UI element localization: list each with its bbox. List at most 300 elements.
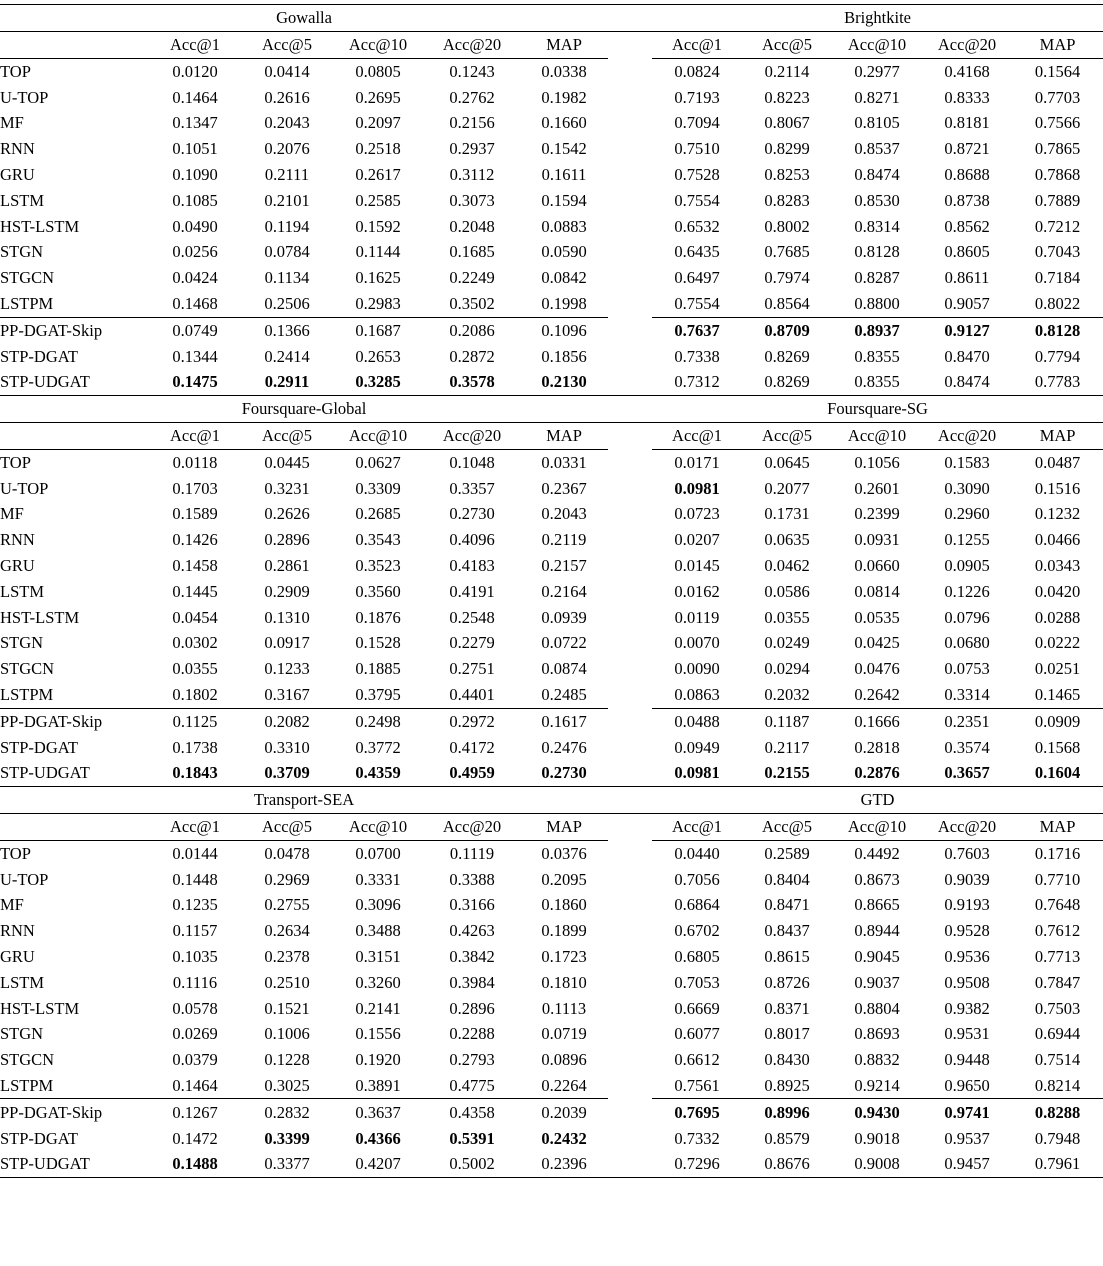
metric-cell: 0.0796	[944, 607, 990, 627]
metric-cell: 0.3073	[449, 190, 495, 210]
metric-cell: 0.2155	[764, 763, 810, 783]
metric-cell: 0.0981	[674, 478, 720, 498]
metric-cell: 0.1660	[541, 113, 587, 133]
table-row	[0, 110, 1103, 136]
row-label: U-TOP	[0, 869, 49, 889]
metric-cell: 0.1731	[764, 504, 810, 524]
metric-cell: 0.9528	[944, 921, 990, 941]
metric-cell: 0.8271	[854, 87, 900, 107]
metric-cell: 0.1048	[449, 452, 495, 472]
metric-cell: 0.2685	[355, 504, 401, 524]
metric-cell: 0.0949	[674, 737, 720, 757]
metric-cell: 0.9193	[944, 895, 990, 915]
metric-cell: 0.2498	[332, 708, 424, 734]
column-header: Acc@1	[148, 813, 242, 840]
metric-cell: 0.2626	[264, 504, 310, 524]
metric-cell: 0.2032	[764, 684, 810, 704]
metric-cell: 0.1920	[355, 1050, 401, 1070]
metric-cell: 0.8181	[944, 113, 990, 133]
metric-cell: 0.3709	[264, 763, 310, 783]
metric-cell: 0.4492	[854, 843, 900, 863]
metric-cell: 0.8283	[764, 190, 810, 210]
metric-cell: 0.1458	[172, 555, 218, 575]
metric-cell: 0.1592	[355, 216, 401, 236]
column-gap	[608, 5, 652, 32]
table-row	[0, 317, 1103, 343]
row-label: STGCN	[0, 268, 55, 288]
results-section-0	[0, 4, 1103, 395]
metric-cell: 0.6077	[674, 1024, 720, 1044]
metric-cell: 0.7865	[1034, 139, 1081, 159]
metric-cell: 0.7703	[1034, 87, 1081, 107]
metric-cell: 0.2832	[242, 1099, 332, 1125]
metric-cell: 0.2476	[541, 737, 587, 757]
metric-cell: 0.8665	[854, 895, 900, 915]
metric-cell: 0.9650	[944, 1075, 990, 1095]
metric-cell: 0.0863	[674, 684, 720, 704]
metric-cell: 0.8371	[764, 998, 810, 1018]
table-row	[0, 1047, 1103, 1073]
metric-cell: 0.2130	[541, 372, 587, 392]
row-label: STP-UDGAT	[0, 1154, 90, 1174]
table-row	[0, 579, 1103, 605]
metric-cell: 0.1465	[1034, 684, 1081, 704]
metric-cell: 0.8299	[764, 139, 810, 159]
row-label: STGN	[0, 242, 44, 262]
metric-cell: 0.2101	[264, 190, 310, 210]
metric-cell: 0.1310	[264, 607, 310, 627]
metric-cell: 0.0256	[172, 242, 218, 262]
metric-cell: 0.7713	[1034, 946, 1081, 966]
metric-cell: 0.1856	[541, 346, 587, 366]
metric-cell: 0.3399	[264, 1128, 310, 1148]
metric-cell: 0.0660	[854, 555, 900, 575]
metric-cell: 0.8530	[854, 190, 900, 210]
metric-cell: 0.2762	[449, 87, 495, 107]
row-label: HST-LSTM	[0, 216, 80, 236]
row-label: LSTM	[0, 190, 45, 210]
metric-cell: 0.2969	[264, 869, 310, 889]
row-label: HST-LSTM	[0, 607, 80, 627]
results-section-2	[0, 786, 1103, 1177]
metric-cell: 0.4263	[449, 921, 495, 941]
metric-cell: 0.1568	[1034, 737, 1081, 757]
metric-cell: 0.1982	[541, 87, 587, 107]
column-header: Acc@1	[652, 422, 742, 449]
metric-cell: 0.3578	[449, 372, 495, 392]
metric-cell: 0.8355	[854, 346, 900, 366]
column-gap	[608, 475, 652, 501]
metric-cell: 0.0171	[674, 452, 720, 472]
metric-cell: 0.0476	[854, 659, 900, 679]
column-gap	[608, 317, 652, 343]
table-row	[0, 213, 1103, 239]
metric-cell: 0.4959	[449, 763, 495, 783]
metric-cell: 0.2141	[355, 998, 401, 1018]
metric-cell: 0.0883	[541, 216, 587, 236]
column-gap	[608, 579, 652, 605]
column-header: Acc@5	[242, 813, 332, 840]
row-label: HST-LSTM	[0, 998, 80, 1018]
metric-cell: 0.8128	[854, 242, 900, 262]
metric-cell: 0.2589	[764, 843, 810, 863]
dataset-title-left: Gowalla	[0, 5, 608, 32]
metric-cell: 0.7332	[674, 1128, 720, 1148]
column-gap	[608, 918, 652, 944]
metric-cell: 0.3842	[449, 946, 495, 966]
metric-cell: 0.2043	[264, 113, 310, 133]
metric-cell: 0.8105	[854, 113, 900, 133]
metric-cell: 0.1116	[172, 972, 218, 992]
metric-cell: 0.2156	[449, 113, 495, 133]
column-header: Acc@5	[742, 31, 832, 58]
column-gap	[608, 604, 652, 630]
column-header: MAP	[1012, 422, 1103, 449]
metric-cell: 0.9457	[944, 1154, 990, 1174]
metric-cell: 0.8437	[764, 921, 810, 941]
metric-cell: 0.2086	[424, 317, 520, 343]
metric-cell: 0.8564	[764, 294, 810, 313]
row-label: PP-DGAT-Skip	[0, 317, 148, 343]
table-row	[0, 369, 1103, 395]
metric-cell: 0.8688	[944, 165, 990, 185]
metric-cell: 0.8017	[764, 1024, 810, 1044]
metric-cell: 0.1134	[264, 268, 310, 288]
column-header: Acc@20	[922, 813, 1012, 840]
metric-cell: 0.0931	[854, 530, 900, 550]
column-header: Acc@10	[832, 31, 922, 58]
metric-cell: 0.7974	[764, 268, 810, 288]
dataset-title-right: Foursquare-SG	[652, 395, 1103, 422]
metric-cell: 0.9430	[832, 1099, 922, 1125]
metric-cell: 0.0842	[541, 268, 587, 288]
metric-cell: 0.1516	[1034, 478, 1081, 498]
metric-cell: 0.2157	[541, 555, 587, 575]
metric-cell: 0.0343	[1034, 555, 1081, 575]
metric-cell: 0.7053	[674, 972, 720, 992]
metric-cell: 0.0981	[674, 763, 720, 783]
metric-cell: 0.1738	[172, 737, 218, 757]
metric-cell: 0.1472	[172, 1128, 218, 1148]
metric-cell: 0.8925	[764, 1075, 810, 1095]
metric-cell: 0.1876	[355, 607, 401, 627]
metric-cell: 0.1810	[541, 972, 587, 992]
metric-cell: 0.2039	[520, 1099, 608, 1125]
metric-cell: 0.9214	[854, 1075, 900, 1095]
metric-cell: 0.2432	[541, 1128, 587, 1148]
metric-cell: 0.0269	[172, 1024, 218, 1044]
table-row	[0, 995, 1103, 1021]
metric-cell: 0.2510	[264, 972, 310, 992]
metric-cell: 0.9018	[854, 1128, 900, 1148]
metric-cell: 0.4366	[355, 1128, 401, 1148]
metric-cell: 0.8611	[944, 268, 990, 288]
metric-cell: 0.1583	[944, 452, 990, 472]
table-row	[0, 1125, 1103, 1151]
results-table-transport-sea-gtd	[0, 786, 1103, 1177]
metric-cell: 0.0288	[1034, 607, 1081, 627]
row-label: MF	[0, 113, 24, 133]
metric-cell: 0.7783	[1034, 372, 1081, 392]
table-row	[0, 682, 1103, 708]
metric-cell: 0.9045	[854, 946, 900, 966]
metric-cell: 0.3357	[449, 478, 495, 498]
metric-cell: 0.3309	[355, 478, 401, 498]
metric-cell: 0.0535	[854, 607, 900, 627]
metric-cell: 0.9531	[944, 1024, 990, 1044]
table-row	[0, 527, 1103, 553]
metric-cell: 0.4183	[449, 555, 495, 575]
metric-cell: 0.8726	[764, 972, 810, 992]
metric-cell: 0.6612	[674, 1050, 720, 1070]
metric-cell: 0.0466	[1034, 530, 1081, 550]
metric-cell: 0.0414	[264, 61, 310, 81]
metric-cell: 0.1703	[172, 478, 218, 498]
row-label: RNN	[0, 921, 35, 941]
metric-cell: 0.1998	[541, 294, 587, 313]
metric-cell: 0.7612	[1034, 921, 1081, 941]
metric-cell: 0.2485	[541, 684, 587, 704]
column-gap	[608, 291, 652, 317]
metric-cell: 0.6435	[674, 242, 720, 262]
metric-cell: 0.2043	[541, 504, 587, 524]
column-header: Acc@20	[922, 422, 1012, 449]
metric-cell: 0.9508	[944, 972, 990, 992]
column-gap	[608, 1021, 652, 1047]
row-label-header	[0, 31, 148, 58]
column-header: Acc@10	[832, 422, 922, 449]
metric-cell: 0.2896	[264, 530, 310, 550]
metric-cell: 0.7948	[1034, 1128, 1081, 1148]
table-row	[0, 343, 1103, 369]
metric-cell: 0.0749	[148, 317, 242, 343]
metric-cell: 0.0162	[674, 581, 720, 601]
metric-cell: 0.3166	[449, 895, 495, 915]
metric-cell: 0.3772	[355, 737, 401, 757]
metric-cell: 0.2249	[449, 268, 495, 288]
metric-cell: 0.0814	[854, 581, 900, 601]
column-gap	[608, 840, 652, 866]
metric-cell: 0.7794	[1034, 346, 1081, 366]
metric-cell: 0.2264	[541, 1075, 587, 1095]
metric-cell: 0.0635	[764, 530, 810, 550]
metric-cell: 0.8832	[854, 1050, 900, 1070]
metric-cell: 0.7961	[1034, 1154, 1081, 1174]
column-gap	[608, 813, 652, 840]
metric-cell: 0.2082	[242, 708, 332, 734]
metric-cell: 0.2977	[854, 61, 900, 81]
metric-cell: 0.1716	[1034, 843, 1081, 863]
metric-cell: 0.2751	[449, 659, 495, 679]
metric-cell: 0.0488	[652, 708, 742, 734]
table-row	[0, 604, 1103, 630]
row-label: STP-DGAT	[0, 1128, 78, 1148]
metric-cell: 0.1899	[541, 921, 587, 941]
metric-cell: 0.2876	[854, 763, 900, 783]
metric-cell: 0.0723	[674, 504, 720, 524]
metric-cell: 0.4207	[355, 1154, 401, 1174]
column-gap	[608, 553, 652, 579]
row-label-header	[0, 422, 148, 449]
metric-cell: 0.2367	[541, 478, 587, 498]
column-gap	[608, 501, 652, 527]
metric-cell: 0.0909	[1012, 708, 1103, 734]
metric-cell: 0.2164	[541, 581, 587, 601]
metric-cell: 0.2617	[355, 165, 401, 185]
table-row	[0, 188, 1103, 214]
metric-cell: 0.1090	[172, 165, 218, 185]
metric-cell: 0.7296	[674, 1154, 720, 1174]
metric-cell: 0.2399	[854, 504, 900, 524]
metric-cell: 0.0874	[541, 659, 587, 679]
metric-cell: 0.7637	[652, 317, 742, 343]
metric-cell: 0.2117	[764, 737, 810, 757]
metric-header-row	[0, 813, 1103, 840]
metric-cell: 0.2396	[541, 1154, 587, 1174]
metric-cell: 0.9008	[854, 1154, 900, 1174]
table-row	[0, 84, 1103, 110]
table-row	[0, 265, 1103, 291]
column-header: Acc@1	[148, 31, 242, 58]
table-row	[0, 944, 1103, 970]
metric-cell: 0.1589	[172, 504, 218, 524]
metric-cell: 0.3502	[449, 294, 495, 313]
column-gap	[608, 136, 652, 162]
metric-cell: 0.0590	[541, 242, 587, 262]
row-label: U-TOP	[0, 87, 49, 107]
row-label: RNN	[0, 139, 35, 159]
column-header: Acc@5	[742, 813, 832, 840]
metric-header-row	[0, 422, 1103, 449]
column-gap	[608, 422, 652, 449]
column-header: Acc@10	[332, 813, 424, 840]
row-label: TOP	[0, 843, 31, 863]
row-label: STP-DGAT	[0, 346, 78, 366]
metric-cell: 0.1475	[172, 372, 218, 392]
metric-cell: 0.9037	[854, 972, 900, 992]
metric-cell: 0.1564	[1034, 61, 1081, 81]
table-row	[0, 136, 1103, 162]
row-label: LSTM	[0, 581, 45, 601]
metric-cell: 0.2896	[449, 998, 495, 1018]
metric-cell: 0.0249	[764, 633, 810, 653]
column-gap	[608, 944, 652, 970]
metric-cell: 0.6944	[1034, 1024, 1081, 1044]
column-gap	[608, 656, 652, 682]
metric-cell: 0.1051	[172, 139, 218, 159]
metric-cell: 0.0896	[541, 1050, 587, 1070]
metric-cell: 0.0425	[854, 633, 900, 653]
metric-cell: 0.4401	[449, 684, 495, 704]
metric-cell: 0.7056	[674, 869, 720, 889]
metric-cell: 0.0355	[172, 659, 218, 679]
metric-cell: 0.3260	[355, 972, 401, 992]
metric-cell: 0.6532	[674, 216, 720, 236]
metric-cell: 0.2861	[264, 555, 310, 575]
row-label: TOP	[0, 61, 31, 81]
metric-cell: 0.3523	[355, 555, 401, 575]
metric-cell: 0.0338	[541, 61, 587, 81]
metric-cell: 0.0753	[944, 659, 990, 679]
metric-cell: 0.8738	[944, 190, 990, 210]
metric-cell: 0.8996	[742, 1099, 832, 1125]
metric-cell: 0.3112	[449, 165, 495, 185]
metric-cell: 0.8022	[1034, 294, 1081, 313]
column-header: Acc@10	[332, 422, 424, 449]
metric-cell: 0.1604	[1034, 763, 1081, 783]
metric-cell: 0.1556	[355, 1024, 401, 1044]
table-row	[0, 918, 1103, 944]
row-label: STGN	[0, 633, 44, 653]
row-label: STP-UDGAT	[0, 763, 90, 783]
metric-cell: 0.8067	[764, 113, 810, 133]
metric-cell: 0.3025	[264, 1075, 310, 1095]
table-row	[0, 866, 1103, 892]
metric-cell: 0.1347	[172, 113, 218, 133]
row-label: PP-DGAT-Skip	[0, 1099, 148, 1125]
metric-cell: 0.1594	[541, 190, 587, 210]
column-gap	[608, 1099, 652, 1125]
metric-cell: 0.7338	[674, 346, 720, 366]
metric-cell: 0.2972	[424, 708, 520, 734]
metric-cell: 0.8944	[854, 921, 900, 941]
metric-cell: 0.8333	[944, 87, 990, 107]
metric-cell: 0.0487	[1034, 452, 1081, 472]
metric-cell: 0.8002	[764, 216, 810, 236]
metric-cell: 0.1194	[264, 216, 310, 236]
metric-cell: 0.8562	[944, 216, 990, 236]
metric-cell: 0.0578	[172, 998, 218, 1018]
metric-cell: 0.0905	[944, 555, 990, 575]
metric-cell: 0.0722	[541, 633, 587, 653]
table-row	[0, 501, 1103, 527]
metric-cell: 0.3231	[264, 478, 310, 498]
dataset-title-row	[0, 5, 1103, 32]
metric-cell: 0.1056	[854, 452, 900, 472]
metric-cell: 0.2414	[264, 346, 310, 366]
metric-cell: 0.7193	[674, 87, 720, 107]
column-gap	[608, 110, 652, 136]
metric-cell: 0.4096	[449, 530, 495, 550]
metric-cell: 0.1366	[242, 317, 332, 343]
metric-cell: 0.0454	[172, 607, 218, 627]
metric-cell: 0.7554	[674, 294, 720, 313]
metric-cell: 0.5002	[449, 1154, 495, 1174]
column-gap	[608, 734, 652, 760]
metric-cell: 0.3488	[355, 921, 401, 941]
metric-cell: 0.2730	[541, 763, 587, 783]
metric-cell: 0.3560	[355, 581, 401, 601]
metric-cell: 0.9057	[944, 294, 990, 313]
metric-cell: 0.1119	[449, 843, 495, 863]
metric-cell: 0.2114	[764, 61, 810, 81]
metric-cell: 0.1448	[172, 869, 218, 889]
metric-cell: 0.8269	[764, 346, 810, 366]
metric-cell: 0.3310	[264, 737, 310, 757]
metric-cell: 0.1625	[355, 268, 401, 288]
metric-cell: 0.1464	[172, 1075, 218, 1095]
dataset-title-right: GTD	[652, 786, 1103, 813]
metric-cell: 0.9741	[922, 1099, 1012, 1125]
metric-cell: 0.8471	[764, 895, 810, 915]
metric-cell: 0.0120	[172, 61, 218, 81]
metric-cell: 0.2653	[355, 346, 401, 366]
metric-cell: 0.1228	[264, 1050, 310, 1070]
metric-cell: 0.0070	[674, 633, 720, 653]
metric-cell: 0.3096	[355, 895, 401, 915]
metric-cell: 0.2937	[449, 139, 495, 159]
metric-cell: 0.0420	[1034, 581, 1081, 601]
